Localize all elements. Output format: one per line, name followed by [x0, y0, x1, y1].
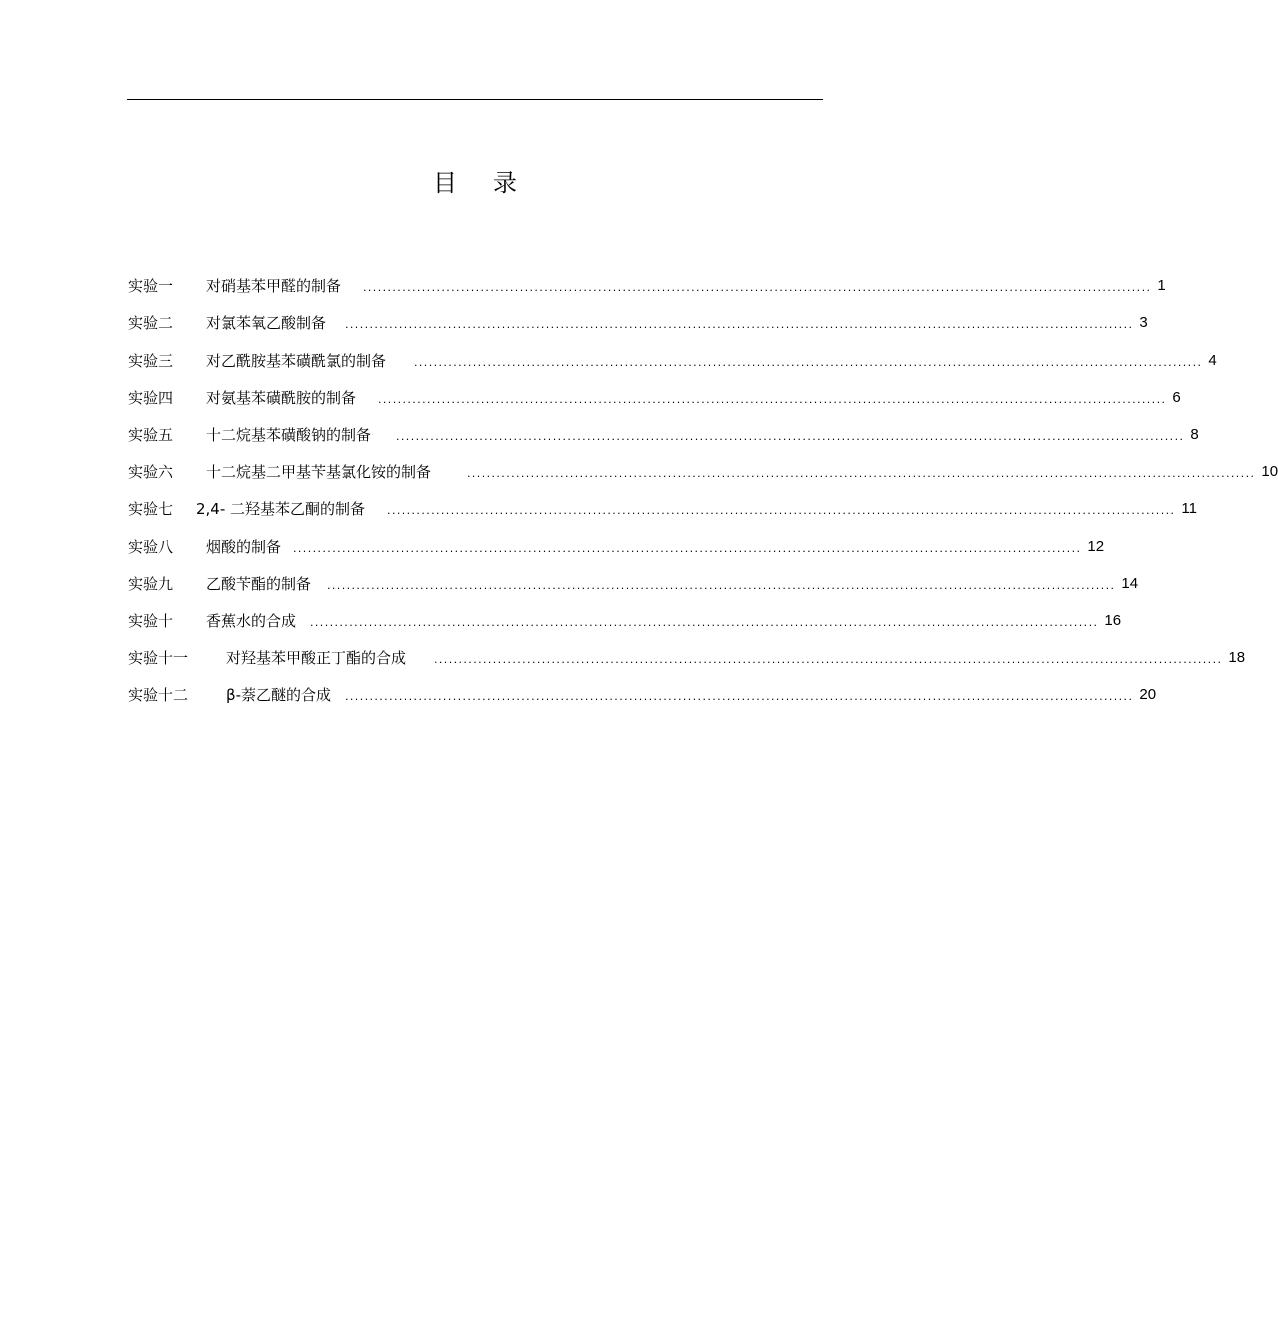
toc-entry-page: 6 [1172, 388, 1181, 406]
toc-entry[interactable] [128, 671, 1157, 708]
toc-entry-number: 实验十 [128, 611, 174, 630]
toc-entry-page: 4 [1208, 351, 1217, 369]
toc-entry-leader: ................................................................................................................................................................. [414, 355, 1203, 369]
toc-entry-number: 实验四 [128, 388, 174, 407]
toc-entry-label: 对氨基苯磺酰胺的制备 [206, 388, 357, 407]
toc-entry-number: 实验六 [128, 463, 174, 482]
toc-entry-page: 8 [1190, 425, 1199, 443]
toc-entry-label: 对乙酰胺基苯磺酰氯的制备 [206, 351, 387, 370]
toc-entry-page: 16 [1104, 611, 1122, 629]
toc-entry-leader: ................................................................................................................................................................. [378, 392, 1167, 406]
toc-entry-page: 3 [1139, 314, 1148, 332]
toc-entry[interactable] [128, 448, 1278, 485]
toc-entry-label: 对硝基苯甲醛的制备 [206, 277, 342, 296]
toc-entry-leader: ................................................................................................................................................................. [363, 281, 1152, 295]
toc-entry-number: 实验三 [128, 351, 174, 370]
toc-entry-page: 11 [1181, 500, 1197, 518]
toc-entry-leader: ................................................................................................................................................................. [387, 504, 1176, 518]
toc-entry-number: 实验八 [128, 537, 174, 556]
toc-entry-leader: ................................................................................................................................................................. [396, 429, 1185, 443]
toc-entry-leader: ................................................................................................................................................................. [467, 467, 1256, 481]
header-rule [127, 99, 823, 100]
toc-entry-page: 14 [1121, 574, 1139, 592]
toc-entry-label: 十二烷基苯磺酸钠的制备 [206, 425, 372, 444]
toc-entry-number: 实验十二 [128, 686, 189, 705]
toc-entry-page: 1 [1157, 277, 1166, 295]
toc-entry-leader: ................................................................................................................................................................. [345, 318, 1134, 332]
toc-entry-label: β-萘乙醚的合成 [226, 686, 331, 705]
toc-entry-number: 实验九 [128, 574, 174, 593]
toc-entry[interactable] [128, 336, 1217, 373]
toc-entry-page: 20 [1139, 686, 1157, 704]
toc-entry-number: 实验十一 [128, 649, 189, 668]
toc-entry-leader: ................................................................................................................................................................. [345, 690, 1134, 704]
toc-entry-leader: ................................................................................................................................................................. [293, 541, 1082, 555]
toc-entry-number: 实验二 [128, 314, 174, 333]
toc-entry-label: 烟酸的制备 [206, 537, 282, 556]
toc-entry-page: 10 [1261, 463, 1278, 481]
toc-entry-number: 实验五 [128, 425, 174, 444]
toc-entry-page: 12 [1087, 537, 1105, 555]
toc-entry-label: 十二烷基二甲基苄基氯化铵的制备 [206, 463, 432, 482]
toc-entry-number: 实验七 [128, 500, 174, 519]
toc-entry-label: 对氯苯氧乙酸制备 [206, 314, 327, 333]
toc-entry-label: 香蕉水的合成 [206, 611, 297, 630]
table-of-contents [128, 262, 1278, 708]
toc-entry[interactable] [128, 262, 1166, 299]
toc-entry[interactable] [128, 299, 1148, 336]
toc-entry-leader: ................................................................................................................................................................. [327, 578, 1116, 592]
toc-entry-label: 对羟基苯甲酸正丁酯的合成 [226, 649, 407, 668]
toc-entry-number: 实验一 [128, 277, 174, 296]
toc-entry[interactable] [128, 411, 1199, 448]
toc-entry[interactable] [128, 560, 1139, 597]
toc-entry-leader: ................................................................................................................................................................. [310, 615, 1099, 629]
toc-entry-label: 2,4- 二羟基苯乙酮的制备 [196, 500, 366, 519]
toc-entry[interactable] [128, 374, 1181, 411]
toc-entry[interactable] [128, 522, 1105, 559]
page-title: 目录 [433, 169, 553, 197]
toc-entry-page: 18 [1228, 649, 1246, 667]
toc-entry[interactable] [128, 485, 1197, 522]
toc-entry[interactable] [128, 597, 1122, 634]
toc-entry[interactable] [128, 634, 1246, 671]
toc-entry-label: 乙酸苄酯的制备 [206, 574, 312, 593]
toc-entry-leader: ................................................................................................................................................................. [434, 653, 1223, 667]
